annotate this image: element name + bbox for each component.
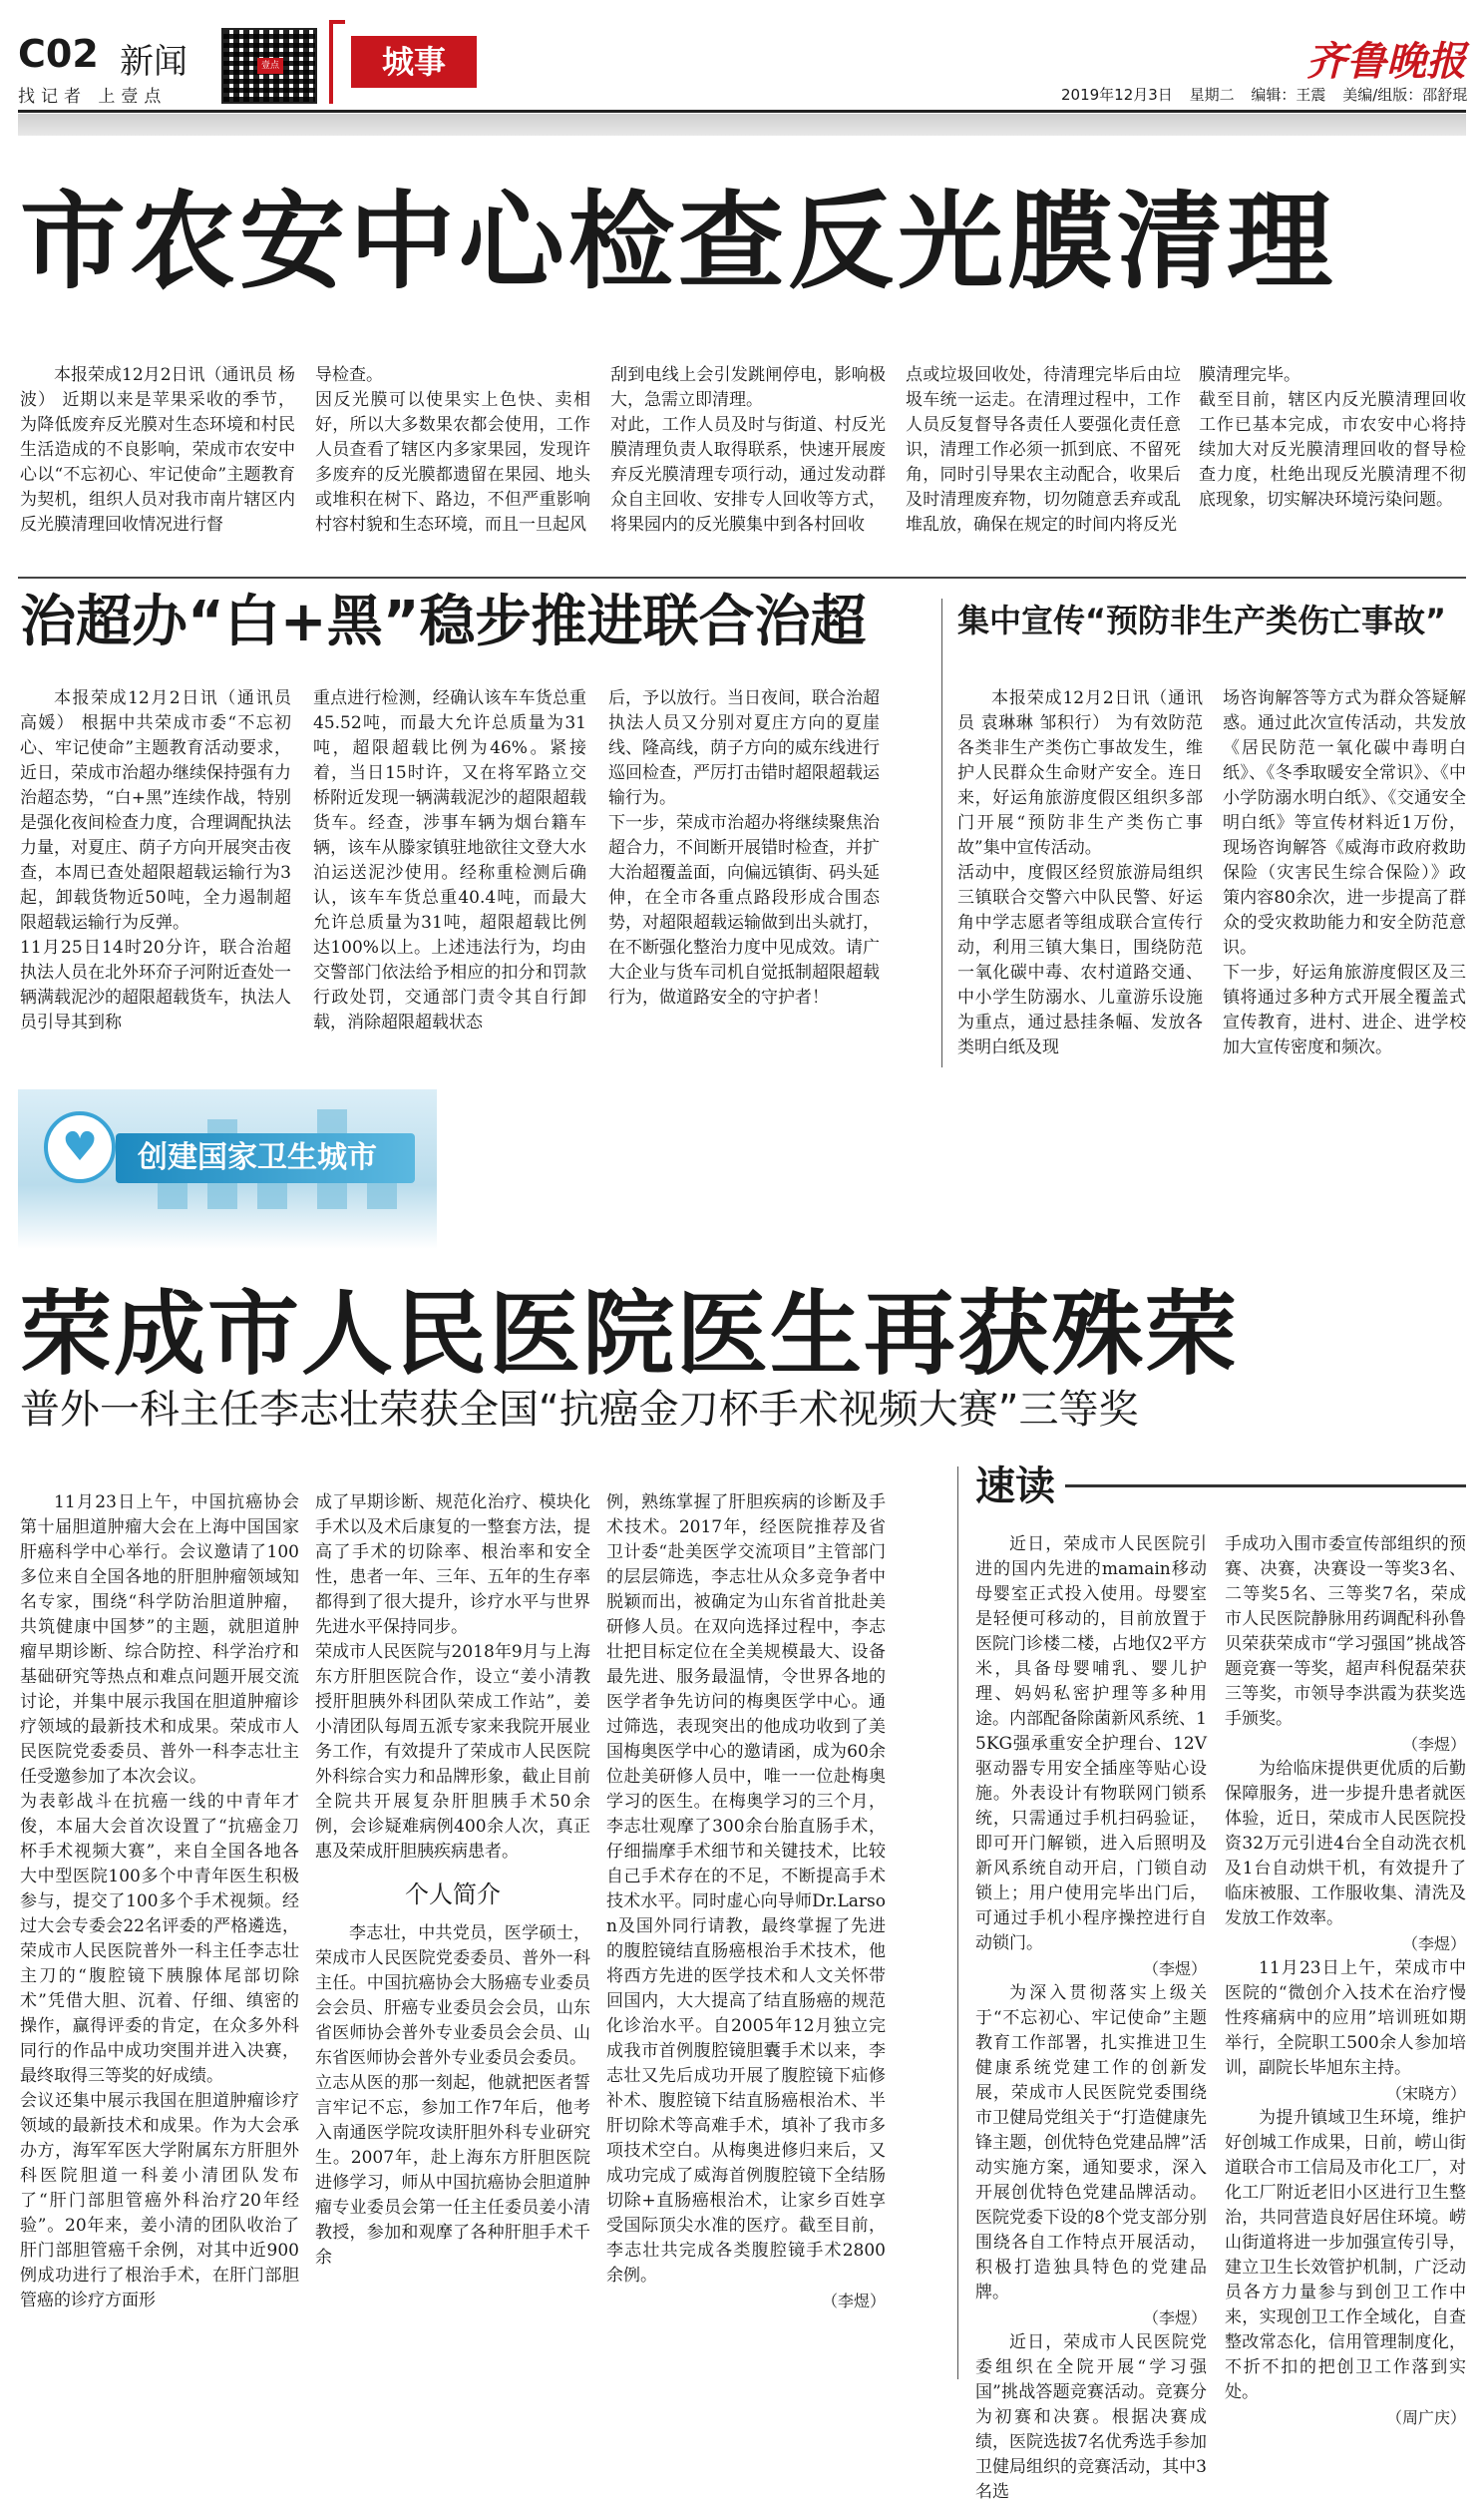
article4-col2-text: 成了早期诊断、规范化治疗、模块化手术以及术后康复的一整套方法，提高了手术的切除率、根治率和安全性，患者一年、三年、五年的生存率都得到了很大提升，诊疗水平与世界先进水平保持同步。 荣成市人民医院与2018年9月与上海东方肝胆医院合作，设立“姜小清教授肝胆胰外科团队荣成工作站”，姜小清团队每周五派专家来我院开展业务工作，有效提升了荣成市人民医院外科综合实力和品牌形象，截止目前全院共开展复杂肝胆胰手术50余例，会诊疑难病例400余人次，真正惠及荣成肝胆胰疾病患者。: [315, 1492, 590, 1862]
article4-col-1: [20, 1490, 299, 2388]
issue-date: 2019年12月3日: [1061, 86, 1173, 104]
article2-col2-text: 重点进行检测，经确认该车车货总重45.52吨，而最大允许总质量为31吨，超限超载比例为46%。紧接着，当日15时许，又在将军路立交桥附近发现一辆满载泥沙的超限超载货车。经查，涉事车辆为烟台籍车辆，该车从滕家镇驻地欲往文登大水泊运送泥沙使用。经称重检测后确认，该车车货总重40.4吨，而最大允许总质量为31吨，超限超载比例达100%以上。上述违法行为，均由交警部门依法给予相应的扣分和罚款行政处罚，交通部门责令其自行卸载，消除超限超载状态: [313, 688, 586, 1033]
article3-col1-text: 本报荣成12月2日讯（通讯员 袁琳琳 邹积行） 为有效防范各类非生产类伤亡事故发生，维护人民群众生命财产安全。连日来，好运角旅游度假区组织多部门开展“预防非生产类伤亡事故”集中宣传活动。 活动中，度假区经贸旅游局组织三镇联合交警六中队民警、好运角中学志愿者等组成联合宣传行动，利用三镇大集日，围绕防范一氧化碳中毒、农村道路交通、中小学生防溺水、儿童游乐设施为重点，通过悬挂条幅、发放各类明白纸及现: [957, 688, 1203, 1057]
issue-meta: [1061, 84, 1479, 105]
profile-title: 个人简介: [405, 1880, 501, 1908]
article2-col1-text: 本报荣成12月2日讯（通讯员 高媛） 根据中共荣成市委“不忘初心、牢记使命”主题教育活动要求，近日，荣成市治超办继续保持强有力治超态势，“白+黑”连续作战，特别是强化夜间检查力度，合理调配执法力量，对夏庄、荫子方向开展突击夜查，本周已查处超限超载运输行为3起，卸载货物近50吨，全力遏制超限超载运输行为反弹。 11月25日14时20分许，联合治超执法人员在北外环夼子河附近查处一辆满载泥沙的超限超载货车，执法人员引导其到称: [20, 688, 291, 1033]
campaign-banner: [18, 1089, 1466, 1289]
article2-col-1: [20, 686, 291, 1085]
quick-read-item: 为深入贯彻落实上级关于“不忘初心、牢记使命”主题教育工作部署，扎实推进卫生健康系统党建工作的创新发展，荣成市人民医院党委围绕市卫健局党组关于“打造健康先锋主题，创优特色党建品牌”活动实施方案，通知要求，深入开展创优特色党建品牌活动。医院党委下设的8个党支部分别围绕各自工作特点开展活动，积极打造独具特色的党建品牌。: [975, 1983, 1207, 2302]
article4-subheadline: 普外一科主任李志壮荣获全国“抗癌金刀杯手术视频大赛”三等奖: [20, 1387, 1139, 1433]
quick-read-signature: （李煜）: [1142, 1959, 1207, 1978]
article3-col-1: [957, 686, 1203, 1085]
quick-read-item: 为给临床提供更优质的后勤保障服务，进一步提升患者就医体验，近日，荣成市人民医院投资32万元引进4台全自动洗衣机及1台自动烘干机，有效提升了临床被服、工作服收集、清洗及发放工作效率。: [1225, 1759, 1466, 1928]
quick-read-headline: 速读: [975, 1463, 1055, 1509]
section-tab: 城事: [351, 36, 477, 88]
header-band: [18, 114, 1466, 136]
quick-read-signature: （李煜）: [1401, 1934, 1466, 1953]
article1-col5-text: 膜清理完毕。 截至目前，辖区内反光膜清理回收工作已基本完成，市农安中心将持续加大对反光膜清理回收的督导检查力度，杜绝出现反光膜清理不彻底现象，切实解决环境污染问题。: [1199, 365, 1466, 510]
profile-text: 李志壮，中共党员，医学硕士，荣成市人民医院党委委员、普外一科主任。中国抗癌协会大肠癌专业委员会会员、肝癌专业委员会会员，山东省医师协会普外专业委员会会员、山东省医师协会普外专业委员会委员。 立志从医的那一刻起，他就把医者誓言牢记不忘，参加工作7年后，他考入南通医学院攻读肝胆外科专业研究生。2007年，赴上海东方肝胆医院进修学习，师从中国抗癌协会胆道肿瘤专业委员会第一任主任委员姜小清教授，参加和观摩了各种肝胆手术千余: [315, 1923, 590, 2268]
page-number: C02: [18, 32, 99, 76]
article3-headline: 集中宣传“预防非生产类伤亡事故”: [957, 602, 1447, 639]
quick-read-rule: [1065, 1484, 1466, 1487]
design-credit: 美编/组版：邵舒琨: [1342, 86, 1468, 104]
find-reporter-slogan: 找记者 上壹点: [18, 87, 168, 107]
banner-label: 创建国家卫生城市: [116, 1133, 415, 1183]
quick-read-item: 为提升镇域卫生环境，维护好创城工作成果，日前，崂山街道联合市工信局及市化工厂，对化工厂附近老旧小区进行卫生整治，共同营造良好居住环境。崂山街道将进一步加强宣传引导，建立卫生长效管护机制，广泛动员各方力量参与到创卫工作中来，实现创卫工作全域化，自查整改常态化，信用管理制度化，不折不扣的把创卫工作落到实处。: [1225, 2108, 1466, 2402]
article1-col4-text: 点或垃圾回收处，待清理完毕后由垃圾车统一运走。在清理过程中，工作人员反复督导各责任人要强化责任意识，清理工作必须一抓到底、不留死角，同时引导果农主动配合，收果后及时清理废弃物，切勿随意丢弃或乱堆乱放，确保在规定的时间内将反光: [906, 365, 1181, 535]
quick-read-signature: （宋晓方）: [1385, 2084, 1466, 2103]
article2-col3-text: 后，予以放行。当日夜间，联合治超执法人员又分别对夏庄方向的夏崖线、隆高线，荫子方向的威东线进行巡回检查，严厉打击错时超限超载运输行为。 下一步，荣成市治超办将继续聚焦治超合力，不间断开展错时检查，并扩大治超覆盖面，向偏远镇街、码头延伸，在全市各重点路段形成合围态势，对超限超载运输做到出头就打，在不断强化整治力度中见成效。请广大企业与货车司机自觉抵制超限超载行为，做道路安全的守护者！: [608, 688, 880, 1008]
article1-col-5: [1199, 363, 1466, 563]
qr-badge: 壹点: [257, 58, 283, 74]
article1-col-2: [315, 363, 590, 563]
section-name: 新闻: [120, 42, 187, 82]
column-divider: [941, 599, 942, 1067]
article1-col-1: [20, 363, 295, 563]
section-divider: [18, 577, 1466, 579]
tab-frame: [329, 20, 345, 104]
article1-col3-text: 刮到电线上会引发跳闸停电，影响极大，急需立即清理。 对此，工作人员及时与街道、村反光膜清理负责人取得联系，快速开展废弃反光膜清理专项行动，通过发动群众自主回收、安排专人回收等方式，将果园内的反光膜集中到各村回收: [610, 365, 886, 535]
article4-col-3: [606, 1490, 886, 2388]
quick-read-signature: （周广庆）: [1385, 2408, 1466, 2427]
header-rule: [18, 110, 1466, 113]
article4-headline: 荣成市人民医院医生再获殊荣: [20, 1281, 1240, 1388]
article1-col-3: [610, 363, 886, 563]
issue-weekday: 星期二: [1189, 86, 1235, 104]
article4-col1-text: 11月23日上午，中国抗癌协会第十届胆道肿瘤大会在上海中国国家肝癌科学中心举行。会议邀请了100多位来自全国各地的肝胆肿瘤领域知名专家，围绕“科学防治胆道肿瘤，共筑健康中国梦”的主题，就胆道肿瘤早期诊断、综合防控、科学治疗和基础研究等热点和难点问题开展交流讨论，并集中展示我国在胆道肿瘤诊疗领域的最新技术和成果。荣成市人民医院党委委员、普外一科李志壮主任受邀参加了本次会议。 为表彰战斗在抗癌一线的中青年才俊，本届大会首次设置了“抗癌金刀杯手术视频大赛”，来自全国各地各大中型医院100多个中青年医生积极参与，提交了100多个手术视频。经过大会专委会22名评委的严格遴选，荣成市人民医院普外一科主任李志壮主刀的“腹腔镜下胰腺体尾部切除术”凭借大胆、沉着、仔细、缜密的操作，赢得评委的肯定，在众多外科同行的作品中成功突围并进入决赛，最终取得三等奖的好成绩。 会议还集中展示我国在胆道肿瘤诊疗领域的最新技术和成果。作为大会承办方，海军军医大学附属东方肝胆外科医院胆道一科姜小清团队发布了“肝门部胆管癌外科治疗20年经验”。20年来，姜小清的团队收治了肝门部胆管癌千余例，对其中近900例成功进行了根治手术，在肝门部胆管癌的诊疗方面形: [20, 1492, 299, 2310]
column-divider: [957, 1466, 958, 2379]
quick-read-col-1: [975, 1532, 1207, 2502]
article1-col-4: [906, 363, 1181, 563]
masthead-logo: 齐鲁晚报: [1306, 38, 1466, 85]
quick-read-col-2: [1225, 1532, 1466, 2427]
quick-read-signature: （李煜）: [1142, 2308, 1207, 2327]
article3-col-2: [1223, 686, 1466, 1085]
editor-credit: 编辑：王震: [1251, 86, 1326, 104]
article1-headline: 市农安中心检查反光膜清理: [20, 181, 1336, 303]
article2-col-3: [608, 686, 880, 1085]
quick-read-item: 近日，荣成市人民医院党委组织在全院开展“学习强国”挑战答题竞赛活动。竞赛分为初赛和决赛。根据决赛成绩，医院选拔7名优秀选手参加卫健局组织的竞赛活动，其中3名选: [975, 2332, 1207, 2502]
article4-col3-text: 例，熟练掌握了肝胆疾病的诊断及手术技术。2017年，经医院推荐及省卫计委“赴美医学交流项目”主管部门的层层筛选，李志壮从众多竞争者中脱颖而出，被确定为山东省首批赴美研修人员。在双向选择过程中，李志壮把目标定位在全美规模最大、设备最先进、服务最温情，令世界各地的医学者争先访问的梅奥医学中心。通过筛选，表现突出的他成功收到了美国梅奥医学中心的邀请函，成为60余位赴美研修人员中，唯一一位赴梅奥学习的医生。在梅奥学习的三个月，李志壮观摩了300余台胎直肠手术，仔细揣摩手术细节和关键技术，比较自己手术存在的不足，不断提高手术技术水平。同时虚心向导师Dr.Larson及国外同行请教，最终掌握了先进的腹腔镜结直肠癌根治手术技术，他将西方先进的医学技术和人文关怀带回国内，大大提高了结直肠癌的规范化诊治水平。自2005年12月独立完成我市首例腹腔镜胆囊手术以来，李志壮又先后成功开展了腹腔镜下疝修补术、腹腔镜下结直肠癌根治术、半肝切除术等高难手术，填补了我市多项技术空白。从梅奥进修归来后，又成功完成了威海首例腹腔镜下全结肠切除+直肠癌根治术，让家乡百姓享受国际顶尖水准的医疗。截至目前，李志壮共完成各类腹腔镜手术2800余例。: [606, 1492, 886, 2286]
article2-headline: 治超办“白+黑”稳步推进联合治超: [20, 590, 867, 654]
quick-read-item: 11月23日上午，荣成市中医院的“微创介入技术在治疗慢性疼痛病中的应用”培训班如期举行，全院职工500余人参加培训，副院长毕旭东主持。: [1225, 1958, 1466, 2078]
quick-read-item: 手成功入围市委宣传部组织的预赛、决赛，决赛设一等奖3名、二等奖5名、三等奖7名，荣成市人民医院静脉用药调配科孙鲁贝荣获荣成市“学习强国”挑战答题竞赛一等奖，超声科倪磊荣获三等奖，市领导李洪霞为获奖选手颁奖。: [1225, 1534, 1466, 1729]
article4-signature: （李煜）: [821, 2292, 886, 2310]
heart-icon: ♥: [44, 1111, 116, 1183]
article4-col-2: [315, 1490, 590, 2388]
article1-col2-text: 导检查。 因反光膜可以使果实上色快、卖相好，所以大多数果农都会使用，工作人员查看了辖区内多家果园，发现许多废弃的反光膜都遗留在果园、地头或堆积在树下、路边，不但严重影响村容村貌和生态环境，而且一旦起风: [315, 365, 590, 535]
article1-col1-text: 本报荣成12月2日讯（通讯员 杨波） 近期以来是苹果采收的季节，为降低废弃反光膜对生态环境和村民生活造成的不良影响，荣成市农安中心以“不忘初心、牢记使命”主题教育为契机，组织人员对我市南片辖区内反光膜清理回收情况进行督: [20, 365, 295, 535]
article2-col-2: [313, 686, 586, 1085]
article3-col2-text: 场咨询解答等方式为群众答疑解惑。通过此次宣传活动，共发放《居民防范一氧化碳中毒明白纸》、《冬季取暖安全常识》、《中小学防溺水明白纸》、《交通安全明白纸》等宣传材料近1万份，现场咨询解答《威海市政府救助保险（灾害民生综合保险）》政策内容80余次，进一步提高了群众的受灾救助能力和安全防范意识。 下一步，好运角旅游度假区及三镇将通过多种方式开展全覆盖式宣传教育，进村、进企、进学校加大宣传密度和频次。: [1223, 688, 1466, 1057]
quick-read-signature: （李煜）: [1401, 1735, 1466, 1754]
quick-read-item: 近日，荣成市人民医院引进的国内先进的mamain移动母婴室正式投入使用。母婴室是轻便可移动的，目前放置于医院门诊楼二楼，占地仅2平方米，具备母婴哺乳、婴儿护理、妈妈私密护理等多种用途。内部配备除菌新风系统、15KG强承重安全护理台、12V驱动器专用安全插座等贴心设施。外表设计有物联网门锁系统，只需通过手机扫码验证，即可开门解锁，进入后照明及新风系统自动开启，门锁自动锁上；用户使用完毕出门后，可通过手机小程序操控进行自动锁门。: [975, 1534, 1207, 1953]
